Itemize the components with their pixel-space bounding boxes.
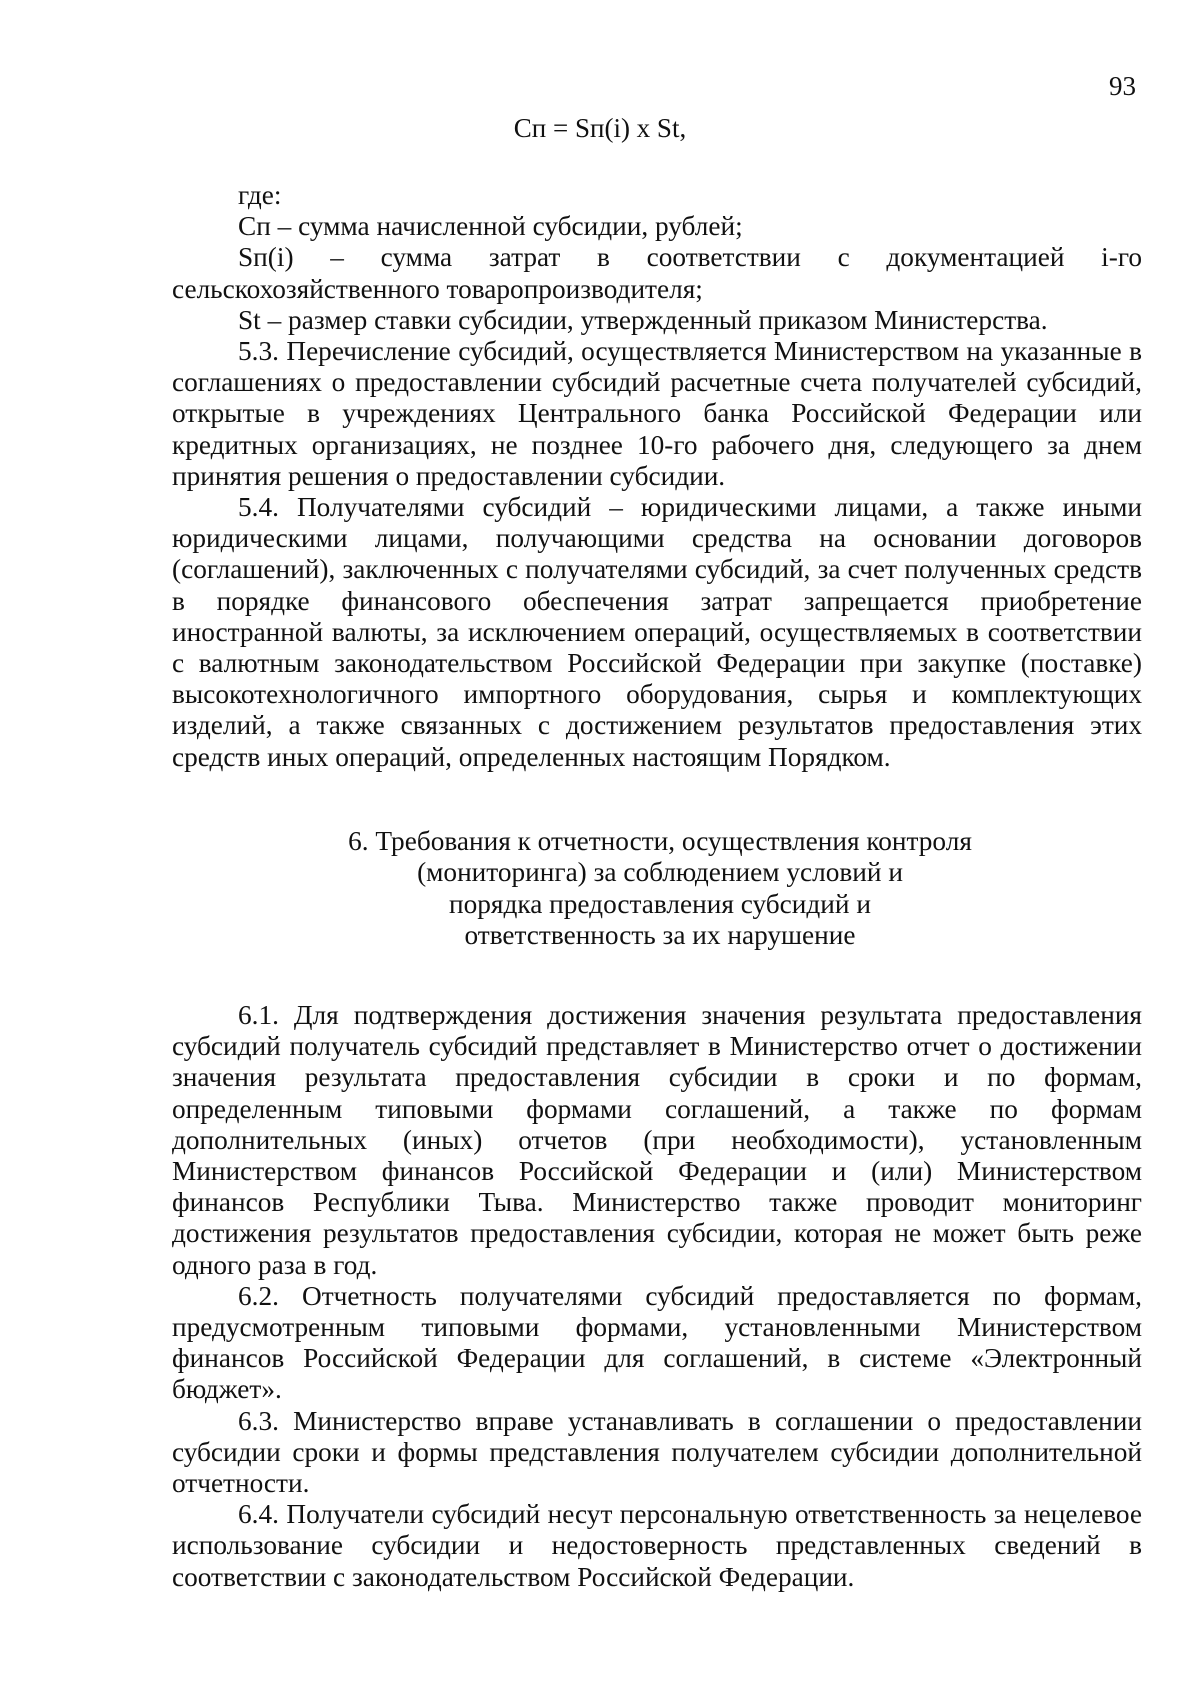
section-5-text xyxy=(172,180,1142,773)
subsidy-formula: Сп = Sп(i) x St, xyxy=(513,113,687,143)
paragraph-5-3: 5.3. Перечисление субсидий, осуществляется Министерством на указанные в соглашениях о предоставлении субсидий расчетные счета получателей субсидий, открытые в учреждениях Центрального банка Российской Федерации или кредитных организациях, не позднее 10-го рабочего дня, следующего за днем принятия решения о предоставлении субсидии. xyxy=(172,336,1142,491)
definition-st: St – размер ставки субсидии, утвержденный приказом Министерства. xyxy=(238,304,1048,335)
heading-line: (мониторинга) за соблюдением условий и xyxy=(417,857,903,888)
definition-sp: Sп(i) – сумма затрат в соответствии с документацией i-го сельскохозяйственного товаропроизводителя; xyxy=(172,242,1142,304)
paragraph-6-1: 6.1. Для подтверждения достижения значения результата предоставления субсидий получатель субсидий представляет в Министерство отчет о достижении значения результата предоставления субсидии в сроки и по формам, определенным типовыми формами соглашений, а также по формам дополнительных (иных) отчетов (при необходимости), установленным Министерством финансов Российской Федерации и (или) Министерством финансов Республики Тыва. Министерство также проводит мониторинг достижения результатов предоставления субсидии, которая не может быть реже одного раза в год. xyxy=(172,1000,1142,1280)
paragraph-6-3: 6.3. Министерство вправе устанавливать в соглашении о предоставлении субсидии сроки и формы представления получателем субсидии дополнительной отчетности. xyxy=(172,1405,1142,1499)
paragraph-6-2: 6.2. Отчетность получателями субсидий предоставляется по формам, предусмотренным типовыми формами, установленными Министерством финансов Российской Федерации для соглашений, в системе «Электронный бюджет». xyxy=(172,1280,1142,1405)
heading-line: 6. Требования к отчетности, осуществления контроля xyxy=(348,826,972,856)
definitions-intro: где: xyxy=(238,180,282,210)
paragraph-5-4: 5.4. Получателями субсидий – юридическими лицами, а также иными юридическими лицами, получающими средства на основании договоров (соглашений), заключенных с получателями субсидий, за счет полученных средств в порядке финансового обеспечения затрат запрещается приобретение иностранной валюты, за исключением операций, осуществляемых в соответствии с валютным законодательством Российской Федерации при закупке (поставке) высокотехнологичного импортного оборудования, сырья и комплектующих изделий, а также связанных с достижением результатов предоставления этих средств иных операций, определенных настоящим Порядком. xyxy=(172,492,1142,772)
definition-cp: Сп – сумма начисленной субсидии, рублей; xyxy=(238,211,743,242)
page-number: 93 xyxy=(1109,71,1136,101)
heading-line: порядка предоставления субсидий и xyxy=(449,888,871,919)
section-6-text xyxy=(172,1000,1142,1593)
paragraph-6-4: 6.4. Получатели субсидий несут персональную ответственность за нецелевое использование субсидии и недостоверность представленных сведений в соответствии с законодательством Российской Федерации. xyxy=(172,1499,1142,1592)
heading-line: ответственность за их нарушение xyxy=(464,920,856,951)
section-6-heading xyxy=(240,826,1080,952)
